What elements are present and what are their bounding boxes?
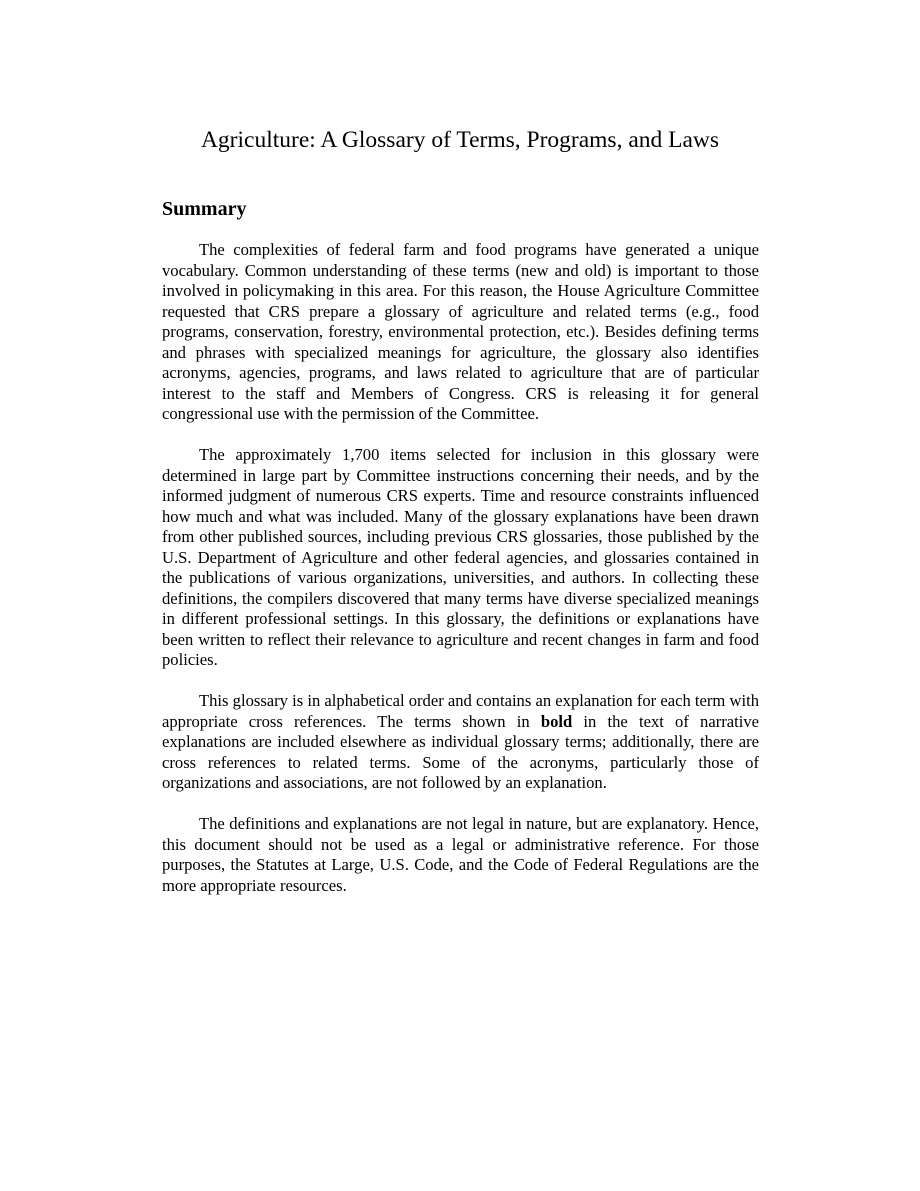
bold-term-example: bold [540,711,573,731]
section-heading-summary: Summary [162,198,247,220]
paragraph-1: The complexities of federal farm and food programs have generated a unique vocabulary. Common understanding of these terms (new and old) is important to those involved in policymaking in this area. For this reason, the House Agriculture Committee requested that CRS prepare a glossary of agriculture and related terms (e.g., food programs, conservation, forestry, environmental protection, etc.). Besides defining terms and phrases with specialized meanings for agriculture, the glossary also identifies acronyms, agencies, programs, and laws related to agriculture that are of particular interest to the staff and Members of Congress. CRS is releasing it for general congressional use with the permission of the Committee. [162,240,759,423]
paragraph-3-text-before: This glossary is in alphabetical order and contains an explanation for each term with appropriate cross references. The terms shown in [162,691,759,731]
document-title: Agriculture: A Glossary of Terms, Programs, and Laws [200,127,720,153]
summary-body [162,240,759,917]
paragraph-3 [162,691,759,794]
paragraph-3-text-after: in the text of narrative explanations are included elsewhere as individual glossary terms; additionally, there are cross references to related terms. Some of the acronyms, particularly those of organizations and associations, are not followed by an explanation. [162,711,759,792]
paragraph-4: The definitions and explanations are not legal in nature, but are explanatory. Hence, this document should not be used as a legal or administrative reference. For those purposes, the Statutes at Large, U.S. Code, and the Code of Federal Regulations are the more appropriate resources. [162,814,759,895]
paragraph-2: The approximately 1,700 items selected for inclusion in this glossary were determined in large part by Committee instructions concerning their needs, and by the informed judgment of numerous CRS experts. Time and resource constraints influenced how much and what was included. Many of the glossary explanations have been drawn from other published sources, including previous CRS glossaries, those published by the U.S. Department of Agriculture and other federal agencies, and glossaries contained in the publications of various organizations, universities, and authors. In collecting these definitions, the compilers discovered that many terms have diverse specialized meanings in different professional settings. In this glossary, the definitions or explanations have been written to reflect their relevance to agriculture and recent changes in farm and food policies. [162,445,759,669]
